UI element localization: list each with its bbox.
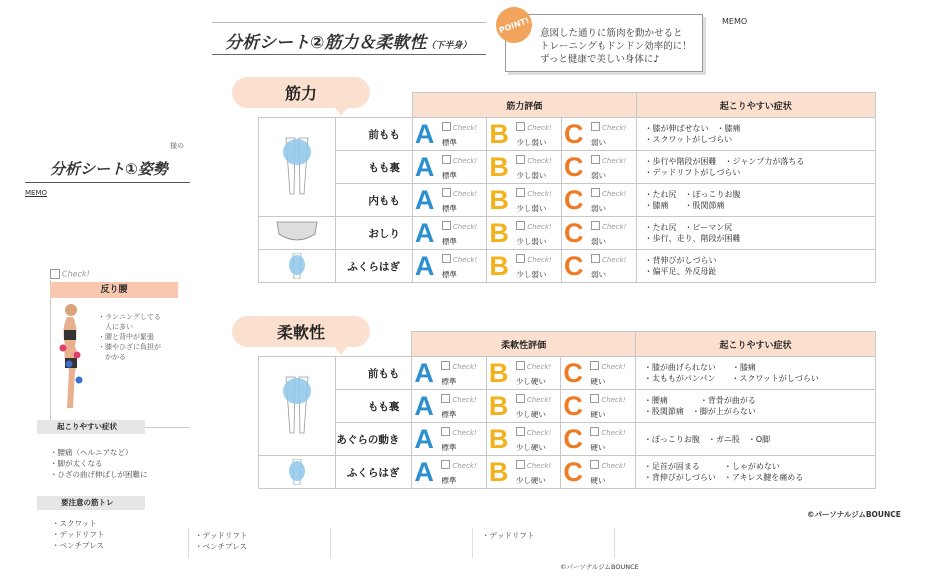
table-row xyxy=(259,456,876,489)
grade-option-b[interactable] xyxy=(487,217,562,250)
posture-figure-icon xyxy=(55,300,95,410)
check-mark: Check! xyxy=(516,427,551,437)
grade-label: 少し弱い xyxy=(516,138,547,147)
check-mark: Check! xyxy=(590,427,625,437)
symptom-line: ・デッドリフトがしづらい xyxy=(644,168,741,177)
check-mark: Check! xyxy=(441,460,476,470)
left-copyright: ©パーソナルジムBOUNCE xyxy=(560,563,639,571)
grade-option-c[interactable] xyxy=(561,390,636,423)
left-sheet-title: 分析シート①姿勢 xyxy=(50,160,168,178)
grade-label: 少し硬い xyxy=(515,377,546,386)
check-mark: Check! xyxy=(590,394,625,404)
list-item: ・脚が太くなる xyxy=(50,459,103,468)
grade-label: 標準 xyxy=(441,171,457,180)
symptom-line: ・ぽっこりお腹 ・ガニ股 ・O脚 xyxy=(643,434,771,444)
left-symptom-list xyxy=(50,447,148,480)
grade-letter: B xyxy=(488,391,509,421)
muscle-figure xyxy=(259,250,336,283)
check-mark: Check! xyxy=(516,122,551,132)
checkbox-icon[interactable] xyxy=(516,394,525,403)
check-mark: Check! xyxy=(591,188,626,198)
check-mark: Check! xyxy=(516,361,551,371)
calf-figure-icon xyxy=(285,253,309,279)
left-caution-bar: 要注意の筋トレ xyxy=(37,496,145,510)
checkbox-icon[interactable] xyxy=(591,122,600,131)
symptom-line: ・スクワットがしづらい xyxy=(644,135,733,144)
grade-letter: C xyxy=(563,251,584,281)
hips-figure-icon xyxy=(275,220,319,246)
grade-option-b[interactable] xyxy=(487,151,562,184)
muscle-figure xyxy=(259,217,336,250)
grade-option-b[interactable] xyxy=(486,423,561,456)
muscle-figure xyxy=(259,357,336,456)
grade-label: 少し硬い xyxy=(515,443,546,452)
checkbox-icon[interactable] xyxy=(50,269,60,279)
checkbox-icon[interactable] xyxy=(516,155,525,164)
table-row xyxy=(259,250,876,283)
muscle-name: 前もも xyxy=(336,118,412,151)
grade-option-a[interactable] xyxy=(412,250,487,283)
left-vline xyxy=(50,280,51,420)
left-col2-list xyxy=(195,530,247,552)
muscle-name: ふくらはぎ xyxy=(335,456,411,489)
grade-letter: A xyxy=(414,185,435,215)
copyright: ©パーソナルジムBOUNCE xyxy=(807,510,901,519)
point-badge: POINT! xyxy=(491,2,537,48)
left-bar-line xyxy=(145,427,190,428)
checkbox-icon[interactable] xyxy=(591,155,600,164)
grade-letter: C xyxy=(563,185,584,215)
symptom-line: ・偏平足、外反母趾 xyxy=(644,267,717,276)
left-col-divider xyxy=(472,528,473,558)
symptom-line: ・歩行や階段が困難 ・ジャンプ力が落ちる xyxy=(644,157,805,166)
check-mark: Check! xyxy=(441,361,476,371)
grade-letter: C xyxy=(563,391,583,421)
flex-label-bubble: 柔軟性 xyxy=(232,316,370,347)
grade-letter: A xyxy=(414,119,435,149)
grade-letter: B xyxy=(488,457,509,487)
symptom-cell xyxy=(635,423,875,456)
strength-symptom-header: 起こりやすい症状 xyxy=(636,93,875,118)
checkbox-icon[interactable] xyxy=(442,155,451,164)
symptom-line: ・膝痛 ・股関節痛 xyxy=(644,201,725,210)
checkbox-icon[interactable] xyxy=(591,221,600,230)
strength-eval-header: 筋力評価 xyxy=(412,93,636,118)
grade-letter: A xyxy=(414,152,435,182)
check-mark: Check! xyxy=(516,155,551,165)
table-row xyxy=(259,184,876,217)
grade-option-a[interactable] xyxy=(412,217,487,250)
list-item: ・デッドリフト xyxy=(52,530,105,539)
grade-letter: B xyxy=(489,251,509,281)
title-underline xyxy=(212,54,486,55)
left-col3-list xyxy=(482,530,534,541)
left-col-divider xyxy=(188,528,189,558)
table-row xyxy=(259,118,876,151)
checkbox-icon[interactable] xyxy=(442,122,451,131)
grade-label: 少し弱い xyxy=(516,171,547,180)
table-row xyxy=(259,357,876,390)
left-bullet: ・腰と背中が緊張 xyxy=(98,333,154,341)
grade-option-a[interactable] xyxy=(412,423,487,456)
table-header-row xyxy=(259,93,876,118)
checkbox-icon[interactable] xyxy=(516,221,525,230)
muscle-name: もも裏 xyxy=(336,151,412,184)
left-col-divider xyxy=(614,528,615,558)
checkbox-icon[interactable] xyxy=(590,361,599,370)
grade-letter: B xyxy=(488,424,509,454)
grade-letter: C xyxy=(563,119,584,149)
check-mark: Check! xyxy=(442,254,477,264)
left-bullet: ・膝やひざに負担が xyxy=(98,343,161,351)
symptom-cell xyxy=(635,390,875,423)
grade-letter: A xyxy=(414,218,435,248)
checkbox-icon[interactable] xyxy=(442,188,451,197)
check-mark: Check! xyxy=(516,254,551,264)
symptom-line: ・たれ尻 ・ぽっこりお腹 xyxy=(644,190,741,199)
check-mark: Check! xyxy=(516,188,551,198)
muscle-figure xyxy=(259,118,336,217)
muscle-name: あぐらの動き xyxy=(335,423,411,456)
grade-letter: A xyxy=(414,251,435,281)
check-mark: Check! xyxy=(590,361,625,371)
check-mark: Check! xyxy=(441,394,476,404)
grade-label: 標準 xyxy=(441,237,457,246)
check-mark: Check! xyxy=(441,427,476,437)
grade-option-a[interactable] xyxy=(412,357,487,390)
grade-label: 硬い xyxy=(590,377,606,386)
left-caution-list xyxy=(52,518,104,551)
grade-label: 標準 xyxy=(441,410,457,419)
flex-symptom-header: 起こりやすい症状 xyxy=(635,332,875,357)
symptom-line: ・股関節痛 ・脚が上がらない xyxy=(643,407,756,416)
point-line-2: トレーニングもドンドン効率的に！ xyxy=(540,41,692,52)
memo-label: MEMO xyxy=(722,17,748,26)
list-item: ・ひざの曲げ伸ばしが困難に xyxy=(50,470,148,479)
grade-option-b[interactable] xyxy=(487,118,562,151)
left-bullets xyxy=(98,312,161,362)
left-posture-head: 反り腰 xyxy=(50,282,178,298)
checkbox-icon[interactable] xyxy=(590,427,599,436)
symptom-line: ・膝が伸ばせない ・膝痛 xyxy=(644,124,741,133)
left-check: Check! xyxy=(50,269,90,279)
grade-letter: A xyxy=(414,358,434,388)
list-item: ・デッドリフト xyxy=(195,531,248,540)
grade-option-c[interactable] xyxy=(561,250,636,283)
table-row xyxy=(259,423,876,456)
symptom-line: ・背伸びがしづらい ・アキレス腱を痛める xyxy=(643,473,804,482)
grade-letter: C xyxy=(563,424,583,454)
checkbox-icon[interactable] xyxy=(516,122,525,131)
symptom-cell xyxy=(636,184,875,217)
check-mark: Check! xyxy=(591,254,626,264)
check-mark: Check! xyxy=(516,460,551,470)
checkbox-icon[interactable] xyxy=(590,394,599,403)
grade-label: 弱い xyxy=(590,204,606,213)
muscle-name: ふくらはぎ xyxy=(336,250,412,283)
left-memo: MEMO xyxy=(25,189,48,197)
page-title: 分析シート②筋力＆柔軟性（下半身） xyxy=(225,33,472,53)
symptom-cell xyxy=(636,217,875,250)
left-bullet: 人に多い xyxy=(98,323,133,331)
grade-option-b[interactable] xyxy=(486,456,561,489)
left-symptom-bar: 起こりやすい症状 xyxy=(37,420,145,434)
table-row xyxy=(259,217,876,250)
grade-label: 標準 xyxy=(441,476,457,485)
grade-option-b[interactable] xyxy=(487,250,562,283)
checkbox-icon[interactable] xyxy=(590,460,599,469)
list-item: ・スクワット xyxy=(52,519,97,528)
grade-letter: C xyxy=(563,457,583,487)
blank-cell xyxy=(259,332,412,357)
symptom-cell xyxy=(635,357,875,390)
symptom-cell xyxy=(636,118,875,151)
check-mark: Check! xyxy=(442,221,477,231)
muscle-name: おしり xyxy=(336,217,412,250)
muscle-name: 内もも xyxy=(336,184,412,217)
symptom-line: ・腰痛 ・背骨が曲がる xyxy=(643,396,756,405)
grade-option-c[interactable] xyxy=(561,357,636,390)
symptom-line: ・膝が曲げられない ・膝痛 xyxy=(643,363,756,372)
symptom-cell xyxy=(635,456,875,489)
grade-label: 標準 xyxy=(441,270,457,279)
check-mark: Check! xyxy=(442,155,477,165)
grade-label: 標準 xyxy=(441,138,457,147)
grade-option-c[interactable] xyxy=(561,456,636,489)
grade-label: 少し弱い xyxy=(516,237,547,246)
grade-option-c[interactable] xyxy=(561,118,636,151)
grade-letter: B xyxy=(489,119,509,149)
grade-letter: B xyxy=(489,185,509,215)
symptom-cell xyxy=(636,151,875,184)
list-item: ・腰痛（ヘルニアなど） xyxy=(50,448,133,457)
grade-letter: A xyxy=(414,424,434,454)
checkbox-icon[interactable] xyxy=(442,221,451,230)
checkbox-icon[interactable] xyxy=(516,361,525,370)
blank-cell xyxy=(259,93,413,118)
flex-table xyxy=(258,331,876,489)
grade-letter: A xyxy=(414,391,434,421)
grade-label: 少し弱い xyxy=(516,204,547,213)
check-mark: Check! xyxy=(590,460,625,470)
checkbox-icon[interactable] xyxy=(441,394,450,403)
grade-option-c[interactable] xyxy=(561,184,636,217)
check-mark: Check! xyxy=(442,188,477,198)
check-mark: Check! xyxy=(516,221,551,231)
table-row xyxy=(259,390,876,423)
symptom-line: ・歩行、走り、階段が困難 xyxy=(644,234,741,243)
grade-label: 標準 xyxy=(441,204,457,213)
grade-letter: B xyxy=(488,358,509,388)
legs-figure-icon xyxy=(280,375,314,437)
grade-option-b[interactable] xyxy=(487,184,562,217)
grade-label: 硬い xyxy=(590,443,606,452)
left-sheet-name-suffix: 様の xyxy=(170,142,184,150)
grade-label: 硬い xyxy=(590,476,606,485)
point-text xyxy=(540,27,692,66)
legs-figure-icon xyxy=(280,136,314,198)
grade-label: 少し弱い xyxy=(516,270,547,279)
grade-label: 弱い xyxy=(590,237,606,246)
list-item: ・ベンチプレス xyxy=(52,541,104,550)
checkbox-icon[interactable] xyxy=(442,254,451,263)
list-item: ・デッドリフト xyxy=(482,531,535,540)
grade-option-a[interactable] xyxy=(412,151,487,184)
grade-label: 標準 xyxy=(441,377,457,386)
grade-label: 弱い xyxy=(590,138,606,147)
muscle-name: 前もも xyxy=(335,357,411,390)
checkbox-icon[interactable] xyxy=(516,427,525,436)
grade-letter: C xyxy=(563,218,584,248)
symptom-cell xyxy=(636,250,875,283)
check-mark: Check! xyxy=(591,221,626,231)
grade-label: 標準 xyxy=(441,443,457,452)
point-line-3: ずっと健康で美しい身体に♪ xyxy=(540,54,660,65)
checkbox-icon[interactable] xyxy=(516,188,525,197)
strength-label-bubble: 筋力 xyxy=(232,77,370,108)
checkbox-icon[interactable] xyxy=(591,254,600,263)
grade-option-c[interactable] xyxy=(561,151,636,184)
checkbox-icon[interactable] xyxy=(441,427,450,436)
symptom-line: ・たれ尻 ・ピーマン尻 xyxy=(644,223,733,232)
grade-label: 弱い xyxy=(590,171,606,180)
grade-option-a[interactable] xyxy=(412,390,487,423)
check-mark: Check! xyxy=(591,122,626,132)
grade-letter: C xyxy=(563,358,583,388)
strength-table xyxy=(258,92,876,283)
left-bullet: かかる xyxy=(98,353,126,361)
grade-letter: B xyxy=(489,152,509,182)
grade-option-b[interactable] xyxy=(486,390,561,423)
checkbox-icon[interactable] xyxy=(591,188,600,197)
grade-option-a[interactable] xyxy=(412,456,487,489)
grade-option-a[interactable] xyxy=(412,118,487,151)
check-mark: Check! xyxy=(516,394,551,404)
grade-letter: B xyxy=(489,218,509,248)
grade-option-a[interactable] xyxy=(412,184,487,217)
symptom-line: ・太ももがパンパン ・スクワットがしづらい xyxy=(643,374,819,383)
checkbox-icon[interactable] xyxy=(441,361,450,370)
grade-option-c[interactable] xyxy=(561,217,636,250)
muscle-name: もも裏 xyxy=(335,390,411,423)
point-line-1: 意図した通りに筋肉を動かせると xyxy=(540,28,683,39)
checkbox-icon[interactable] xyxy=(516,460,525,469)
list-item: ・ベンチプレス xyxy=(195,542,247,551)
left-col-divider xyxy=(330,528,331,558)
symptom-line: ・背伸びがしづらい xyxy=(644,256,717,265)
flex-eval-header: 柔軟性評価 xyxy=(412,332,636,357)
grade-label: 少し硬い xyxy=(515,410,546,419)
left-title-line xyxy=(25,182,190,183)
table-header-row xyxy=(259,332,876,357)
grade-letter: C xyxy=(563,152,584,182)
symptom-line: ・足首が固まる ・しゃがめない xyxy=(643,462,780,471)
left-bullet: ・ランニングしてる xyxy=(98,313,161,321)
grade-option-b[interactable] xyxy=(486,357,561,390)
checkbox-icon[interactable] xyxy=(441,460,450,469)
grade-label: 硬い xyxy=(590,410,606,419)
muscle-figure xyxy=(259,456,336,489)
grade-letter: A xyxy=(414,457,434,487)
grade-label: 少し硬い xyxy=(515,476,546,485)
table-row xyxy=(259,151,876,184)
calf-figure-icon xyxy=(285,459,309,485)
check-mark: Check! xyxy=(442,122,477,132)
grade-label: 弱い xyxy=(590,270,606,279)
checkbox-icon[interactable] xyxy=(516,254,525,263)
title-top-line xyxy=(212,22,486,23)
grade-option-c[interactable] xyxy=(561,423,636,456)
check-mark: Check! xyxy=(591,155,626,165)
